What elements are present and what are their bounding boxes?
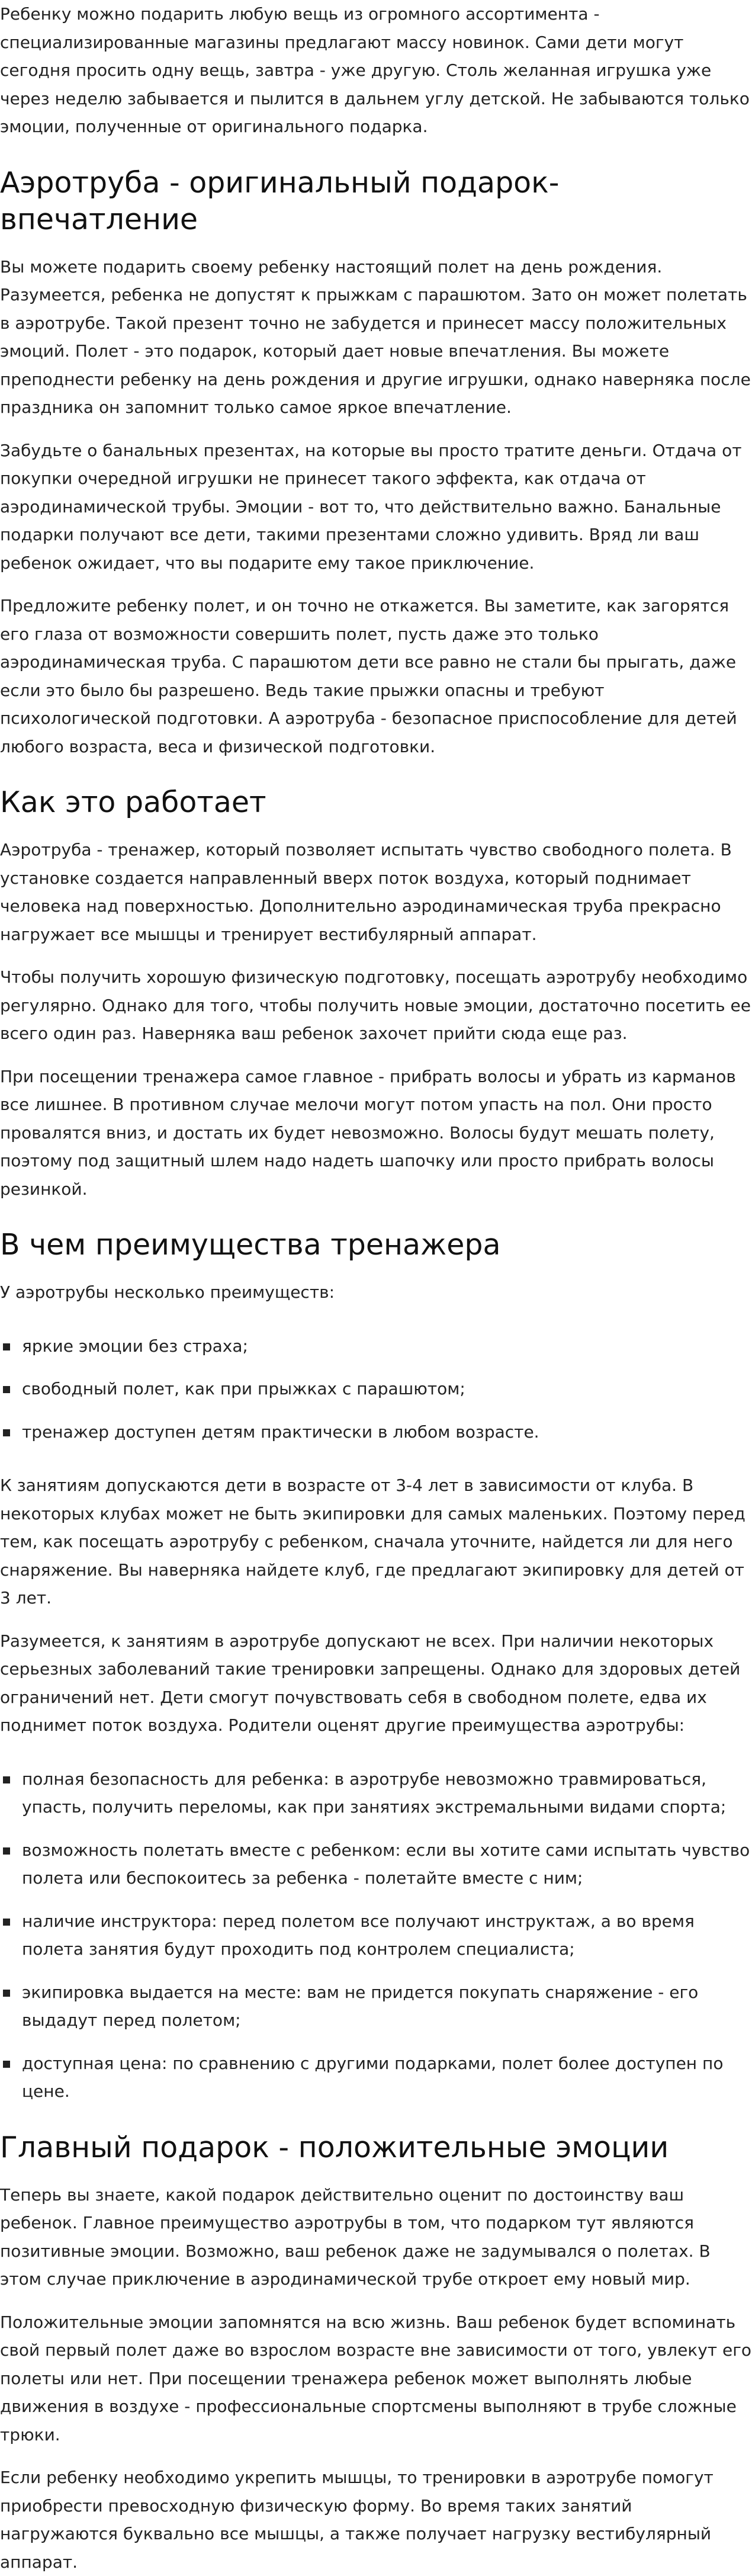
list-item — [0, 2049, 752, 2106]
list-item — [0, 1836, 752, 1892]
list-item — [0, 1375, 752, 1403]
list-item — [0, 1418, 752, 1446]
bullet-square-icon — [3, 2061, 10, 2068]
paragraph: К занятиям допускаются дети в возрасте от 3-4 лет в зависимости от клуба. В некоторых клубах может не быть экипировки для самых маленьких. Поэтому перед тем, как посещать аэротрубу с ребенком, сначала уточните, найдется ли для него снаряжение. Вы наверняка найдете клуб, где предлагают экипировку для детей от 3 лет. — [0, 1475, 745, 1608]
paragraph: Теперь вы знаете, какой подарок действительно оценит по достоинству ваш ребенок. Главное преимущество аэротрубы в том, что подарком тут являются позитивные эмоции. Возможно, ваш ребенок даже не задумывался о полетах. В этом случае приключение в аэродинамической трубе откроет ему новый мир. — [0, 2184, 711, 2289]
paragraph: Предложите ребенку полет, и он точно не откажется. Вы заметите, как загорятся его глаза от возможности совершить полет, пусть даже это только аэродинамическая труба. С парашютом дети все равно не стали бы прыгать, даже если это было бы разрешено. Ведь такие прыжки опасны и требуют психологической подготовки. А аэротруба - безопасное приспособление для детей любого возраста, веса и физической подготовки. — [0, 596, 737, 756]
paragraph: При посещении тренажера самое главное - прибрать волосы и убрать из карманов все лишнее. В противном случае мелочи могут потом упасть на пол. Они просто провалятся вниз, и достать их будет невозможно. Волосы будут мешать полету, поэтому под защитный шлем надо надеть шапочку или просто прибрать волосы резинкой. — [0, 1066, 736, 1199]
paragraph: Забудьте о банальных презентах, на которые вы просто тратите деньги. Отдача от покупки очередной игрушки не принесет такого эффекта, как отдача от аэродинамической трубы. Эмоции - вот то, что действительно важно. Банальные подарки получают все дети, такими презентами сложно удивить. Вряд ли ваш ребенок ожидает, что вы подарите ему такое приключение. — [0, 440, 742, 573]
section-heading-how-it-works: Как это работает — [0, 785, 266, 819]
list-item-text: наличие инструктора: перед полетом все получают инструктаж, а во время полета занятия будут проходить под контролем специалиста; — [22, 1911, 695, 1959]
section-heading-positive-emotions: Главный подарок - положительные эмоции — [0, 2130, 669, 2164]
list-item — [0, 1978, 752, 2035]
list-item — [0, 1332, 752, 1361]
paragraph: Если ребенку необходимо укрепить мышцы, то тренировки в аэротрубе помогут приобрести превосходную физическую форму. Во время таких занятий нагружаются буквально все мышцы, а также получает нагрузку вестибулярный аппарат. — [0, 2468, 714, 2572]
bullet-square-icon — [3, 1847, 10, 1855]
bullet-square-icon — [3, 1919, 10, 1926]
list-item — [0, 1907, 752, 1964]
list-item-text: полная безопасность для ребенка: в аэротрубе невозможно травмироваться, упасть, получить переломы, как при занятиях экстремальными видами спорта; — [22, 1769, 727, 1817]
bullet-square-icon — [3, 1990, 10, 1997]
parent-benefits-list — [0, 1765, 752, 2106]
list-item-text: доступная цена: по сравнению с другими подарками, полет более доступен по цене. — [22, 2053, 724, 2101]
bullet-square-icon — [3, 1429, 10, 1436]
list-item-text: возможность полетать вместе с ребенком: если вы хотите сами испытать чувство полета или беспокоитесь за ребенка - полетайте вместе с ним; — [22, 1840, 750, 1888]
intro-paragraph: Ребенку можно подарить любую вещь из огромного ассортимента - специализированные магазины предлагают массу новинок. Сами дети могут сегодня просить одну вещь, завтра - уже другую. Столь желанная игрушка уже через неделю забывается и пылится в дальнем углу детской. Не забываются только эмоции, полученные от оригинального подарка. — [0, 4, 750, 136]
paragraph: Аэротруба - тренажер, который позволяет испытать чувство свободного полета. В установке создается направленный вверх поток воздуха, который поднимает человека над поверхностью. Дополнительно аэродинамическая труба прекрасно нагружает все мышцы и тренирует вестибулярный аппарат. — [0, 840, 732, 944]
paragraph: У аэротрубы несколько преимуществ: — [0, 1282, 335, 1302]
paragraph: Разумеется, к занятиям в аэротрубе допускают не всех. При наличии некоторых серьезных заболеваний такие тренировки запрещены. Однако для здоровых детей ограничений нет. Дети смогут почувствовать себя в свободном полете, едва их поднимет поток воздуха. Родители оценят другие преимущества аэротрубы: — [0, 1631, 741, 1735]
advantages-list — [0, 1332, 752, 1446]
list-item-text: экипировка выдается на месте: вам не придется покупать снаряжение - его выдадут перед полетом; — [22, 1982, 699, 2030]
list-item-text: свободный полет, как при прыжках с парашютом; — [22, 1379, 465, 1398]
bullet-square-icon — [3, 1776, 10, 1783]
paragraph: Вы можете подарить своему ребенку настоящий полет на день рождения. Разумеется, ребенка не допустят к прыжкам с парашютом. Зато он может полетать в аэротрубе. Такой презент точно не забудется и принесет массу положительных эмоций. Полет - это подарок, который дает новые впечатления. Вы можете преподнести ребенку на день рождения и другие игрушки, однако наверняка после праздника он запомнит только самое яркое впечатление. — [0, 256, 751, 417]
list-item-text: тренажер доступен детям практически в любом возрасте. — [22, 1422, 539, 1442]
bullet-square-icon — [3, 1386, 10, 1393]
bullet-square-icon — [3, 1343, 10, 1350]
list-item-text: яркие эмоции без страха; — [22, 1336, 248, 1356]
paragraph: Положительные эмоции запомнятся на всю жизнь. Ваш ребенок будет вспоминать свой первый полет даже во взрослом возрасте вне зависимости от того, увлекут его полеты или нет. При посещении тренажера ребенок может выполнять любые движения в воздухе - профессиональные спортсмены выполняют в трубе сложные трюки. — [0, 2312, 752, 2445]
list-item — [0, 1765, 752, 1821]
section-heading-aerotube-gift: Аэротруба - оригинальный подарок-впечатление — [0, 165, 560, 236]
paragraph: Чтобы получить хорошую физическую подготовку, посещать аэротрубу необходимо регулярно. Однако для того, чтобы получить новые эмоции, достаточно посетить ее всего один раз. Наверняка ваш ребенок захочет прийти сюда еще раз. — [0, 967, 751, 1043]
section-heading-advantages: В чем преимущества тренажера — [0, 1228, 501, 1262]
